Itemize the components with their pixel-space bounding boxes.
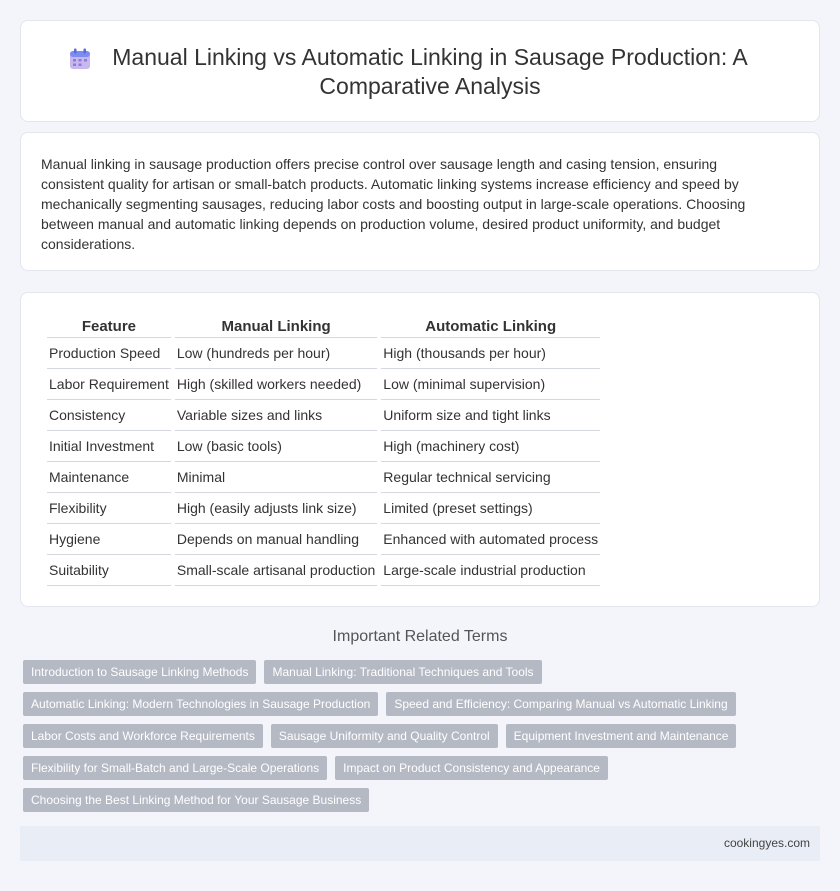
related-term-tag[interactable]: Speed and Efficiency: Comparing Manual vs Automatic Linking (386, 692, 735, 716)
tag-row (23, 692, 783, 716)
table-cell: Labor Requirement (47, 369, 171, 400)
related-term-tag[interactable]: Automatic Linking: Modern Technologies in Sausage Production (23, 692, 378, 716)
intro-card (20, 132, 820, 271)
table-row (47, 462, 600, 493)
intro-paragraph: Manual linking in sausage production offers precise control over sausage length and casing tension, ensuring consistent quality for artisan or small-batch products. Automatic linking systems increase efficiency and speed by mechanically segmenting sausages, reducing labor costs and boosting output in large-scale operations. Choosing between manual and automatic linking depends on production volume, desired product uniformity, and budget considerations. (41, 156, 746, 252)
table-cell: Suitability (47, 555, 171, 586)
table-row (47, 493, 600, 524)
related-term-tag[interactable]: Sausage Uniformity and Quality Control (271, 724, 498, 748)
footer (20, 826, 820, 861)
table-cell: Flexibility (47, 493, 171, 524)
table-row (47, 400, 600, 431)
table-cell: Depends on manual handling (175, 524, 377, 555)
table-cell: Enhanced with automated process (381, 524, 600, 555)
page-title: Manual Linking vs Automatic Linking in Sausage Production: A Comparative Analysis (112, 44, 748, 99)
tag-row (23, 788, 783, 812)
table-cell: Initial Investment (47, 431, 171, 462)
related-term-tag[interactable]: Labor Costs and Workforce Requirements (23, 724, 263, 748)
related-terms-tags (23, 660, 783, 820)
table-cell: High (easily adjusts link size) (175, 493, 377, 524)
table-cell: High (skilled workers needed) (175, 369, 377, 400)
table-cell: Maintenance (47, 462, 171, 493)
table-cell: Hygiene (47, 524, 171, 555)
table-row (47, 431, 600, 462)
related-term-tag[interactable]: Introduction to Sausage Linking Methods (23, 660, 256, 684)
comparison-table-card (20, 292, 820, 607)
site-link[interactable]: cookingyes.com (723, 836, 810, 850)
table-cell: Small-scale artisanal production (175, 555, 377, 586)
table-cell: Regular technical servicing (381, 462, 600, 493)
comparison-table (43, 316, 604, 586)
table-row (47, 369, 600, 400)
table-cell: Variable sizes and links (175, 400, 377, 431)
header-card (20, 20, 820, 122)
related-terms-title: Important Related Terms (332, 628, 508, 645)
related-term-tag[interactable]: Flexibility for Small-Batch and Large-Scale Operations (23, 756, 327, 780)
table-cell: Production Speed (47, 338, 171, 369)
table-cell: Minimal (175, 462, 377, 493)
table-cell: Low (basic tools) (175, 431, 377, 462)
table-row (47, 555, 600, 586)
column-header-manual: Manual Linking (175, 316, 377, 338)
related-term-tag[interactable]: Equipment Investment and Maintenance (506, 724, 737, 748)
table-cell: High (machinery cost) (381, 431, 600, 462)
table-cell: Low (hundreds per hour) (175, 338, 377, 369)
related-term-tag[interactable]: Choosing the Best Linking Method for Your Sausage Business (23, 788, 369, 812)
column-header-automatic: Automatic Linking (381, 316, 600, 338)
table-cell: Limited (preset settings) (381, 493, 600, 524)
table-row (47, 338, 600, 369)
tag-row (23, 660, 783, 684)
table-cell: Low (minimal supervision) (381, 369, 600, 400)
related-term-tag[interactable]: Impact on Product Consistency and Appearance (335, 756, 608, 780)
table-cell: Large-scale industrial production (381, 555, 600, 586)
column-header-feature: Feature (47, 316, 171, 338)
tag-row (23, 756, 783, 780)
table-header-row (47, 316, 600, 338)
related-term-tag[interactable]: Manual Linking: Traditional Techniques and Tools (264, 660, 541, 684)
table-cell: Consistency (47, 400, 171, 431)
tag-row (23, 724, 783, 748)
table-row (47, 524, 600, 555)
table-cell: Uniform size and tight links (381, 400, 600, 431)
table-cell: High (thousands per hour) (381, 338, 600, 369)
